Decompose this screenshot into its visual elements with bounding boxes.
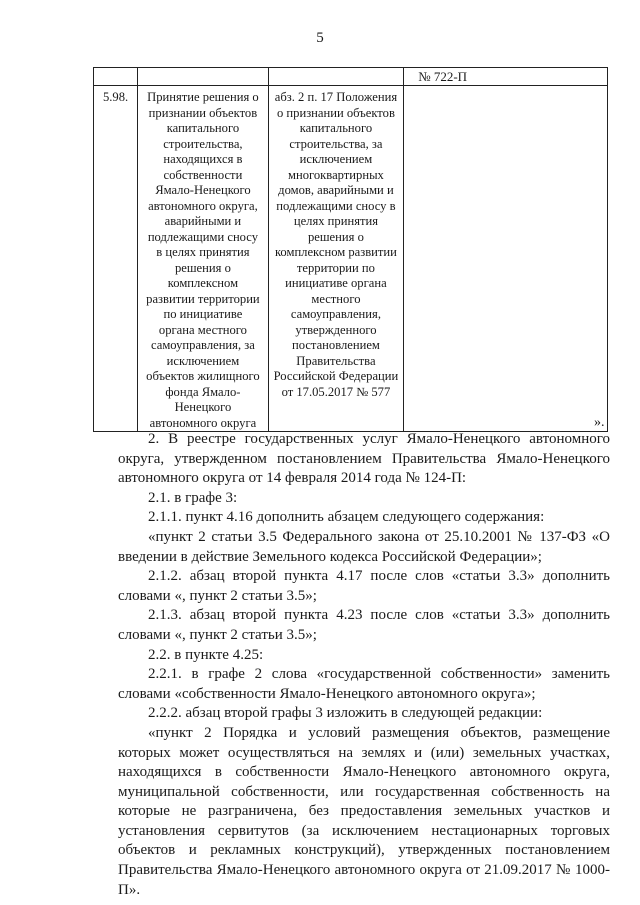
amendment-text	[118, 430, 610, 900]
cell-line: Правительства	[296, 353, 376, 368]
cell-line: о признании объектов	[276, 105, 395, 120]
paragraph: 2.1.3. абзац второй пункта 4.23 после слов «статьи 3.3» дополнить словами «, пункт 2 статьи 3.5»;	[118, 607, 610, 643]
cell-line: находящихся в	[163, 152, 243, 166]
cell-line: утвержденного	[295, 322, 377, 337]
cell-line: абз. 2 п. 17 Положения	[274, 90, 398, 104]
cell-line: объектов жилищного	[146, 369, 260, 383]
cell-line: исключением	[299, 152, 373, 166]
cell-line: постановлением	[291, 338, 380, 352]
paragraph: 2.2.2. абзац второй графы 3 изложить в следующей редакции:	[148, 705, 543, 722]
cell-line: в целях принятия	[156, 245, 250, 259]
cell-line: собственности	[163, 167, 243, 182]
closing-quote: ».	[594, 415, 605, 430]
regulation-number: № 722-П	[418, 69, 468, 84]
paragraph: 2.1. в графе 3:	[148, 489, 238, 506]
table-cell	[138, 68, 269, 86]
cell-line: капитального	[166, 121, 240, 135]
cell-line: строительства, за	[289, 136, 383, 151]
cell-line: Принятие решения о	[147, 90, 259, 104]
table-cell	[268, 86, 404, 432]
cell-line: Ненецкого	[174, 400, 232, 414]
page-number: 5	[316, 30, 324, 46]
table-cell	[268, 68, 404, 86]
registry-table	[93, 67, 608, 432]
paragraph: 2. В реестре государственных услуг Ямало-Ненецкого автономного округа, утвержденном постановлением Правительства Ямало-Ненецкого автономного округа от 14 февраля 2014 года № 124-П:	[118, 431, 610, 487]
cell-line: многоквартирных	[288, 167, 384, 182]
cell-line: территории по	[296, 260, 375, 275]
service-name	[138, 86, 268, 431]
cell-line: самоуправления, за	[151, 338, 255, 352]
table-row	[94, 86, 608, 432]
cell-line: решения о	[307, 229, 364, 244]
cell-line: подлежащими сносу	[147, 229, 259, 244]
cell-line: автономного округа,	[148, 198, 258, 213]
cell-line: местного	[311, 291, 361, 306]
table-cell	[404, 68, 608, 86]
cell-line: подлежащими сносу в	[276, 198, 396, 213]
paragraph: 2.1.1. пункт 4.16 дополнить абзацем следующего содержания:	[148, 509, 545, 526]
cell-line: комплексном развитии	[274, 245, 397, 259]
table-cell	[94, 68, 138, 86]
cell-line: автономного округа	[149, 415, 257, 430]
cell-line: признании объектов	[148, 105, 258, 120]
cell-line: самоуправления,	[290, 307, 381, 321]
cell-line: органа местного	[158, 322, 247, 337]
paragraph: «пункт 2 Порядка и условий размещения объектов, размещение которых может осуществляться на землях и (или) земельных участках, находящихся в собственности Ямало-Ненецкого автономного округа, муниципальной собственности, или государственная собственность на которые не разграничена, без предоставления земельных участков и установления сервитутов (за исключением нестационарных торговых объектов и рекламных конструкций), утвержденных постановлением Правительства Ямало-Ненецкого автономного округа от 21.09.2017 № 1000-П».	[118, 724, 610, 898]
cell-line: исключением	[166, 353, 240, 368]
table-cell	[138, 86, 269, 432]
cell-line: инициативе органа	[285, 276, 387, 290]
table-top-row	[94, 68, 608, 86]
cell-line: Российской Федерации	[273, 369, 399, 383]
cell-line: развитии территории	[146, 291, 260, 306]
cell-line: строительства,	[163, 136, 243, 151]
cell-line: Ямало-Ненецкого	[155, 183, 251, 197]
cell-line: капитального	[299, 121, 373, 135]
table-cell	[404, 86, 608, 432]
legal-basis	[269, 86, 404, 400]
paragraph: «пункт 2 статьи 3.5 Федерального закона от 25.10.2001 № 137-ФЗ «О введении в действие Земельного кодекса Российской Федерации»;	[118, 528, 610, 565]
cell-line: по инициативе	[163, 307, 243, 321]
cell-line: от 17.05.2017 № 577	[281, 384, 391, 399]
cell-line: комплексном	[167, 276, 239, 290]
paragraph: 2.1.2. абзац второй пункта 4.17 после слов «статьи 3.3» дополнить словами «, пункт 2 статьи 3.5»;	[118, 568, 610, 604]
cell-line: фонда Ямало-	[165, 384, 241, 399]
table-cell	[94, 86, 138, 432]
row-number: 5.98.	[102, 90, 129, 104]
cell-line: домов, аварийными и	[278, 183, 394, 197]
cell-line: аварийными и	[164, 214, 242, 228]
cell-line: решения о	[174, 260, 231, 275]
cell-line: целях принятия	[293, 214, 379, 228]
paragraph: 2.2. в пункте 4.25:	[148, 646, 264, 663]
paragraph: 2.2.1. в графе 2 слова «государственной собственности» заменить словами «собственности Ямало-Ненецкого автономного округа»;	[118, 666, 610, 702]
